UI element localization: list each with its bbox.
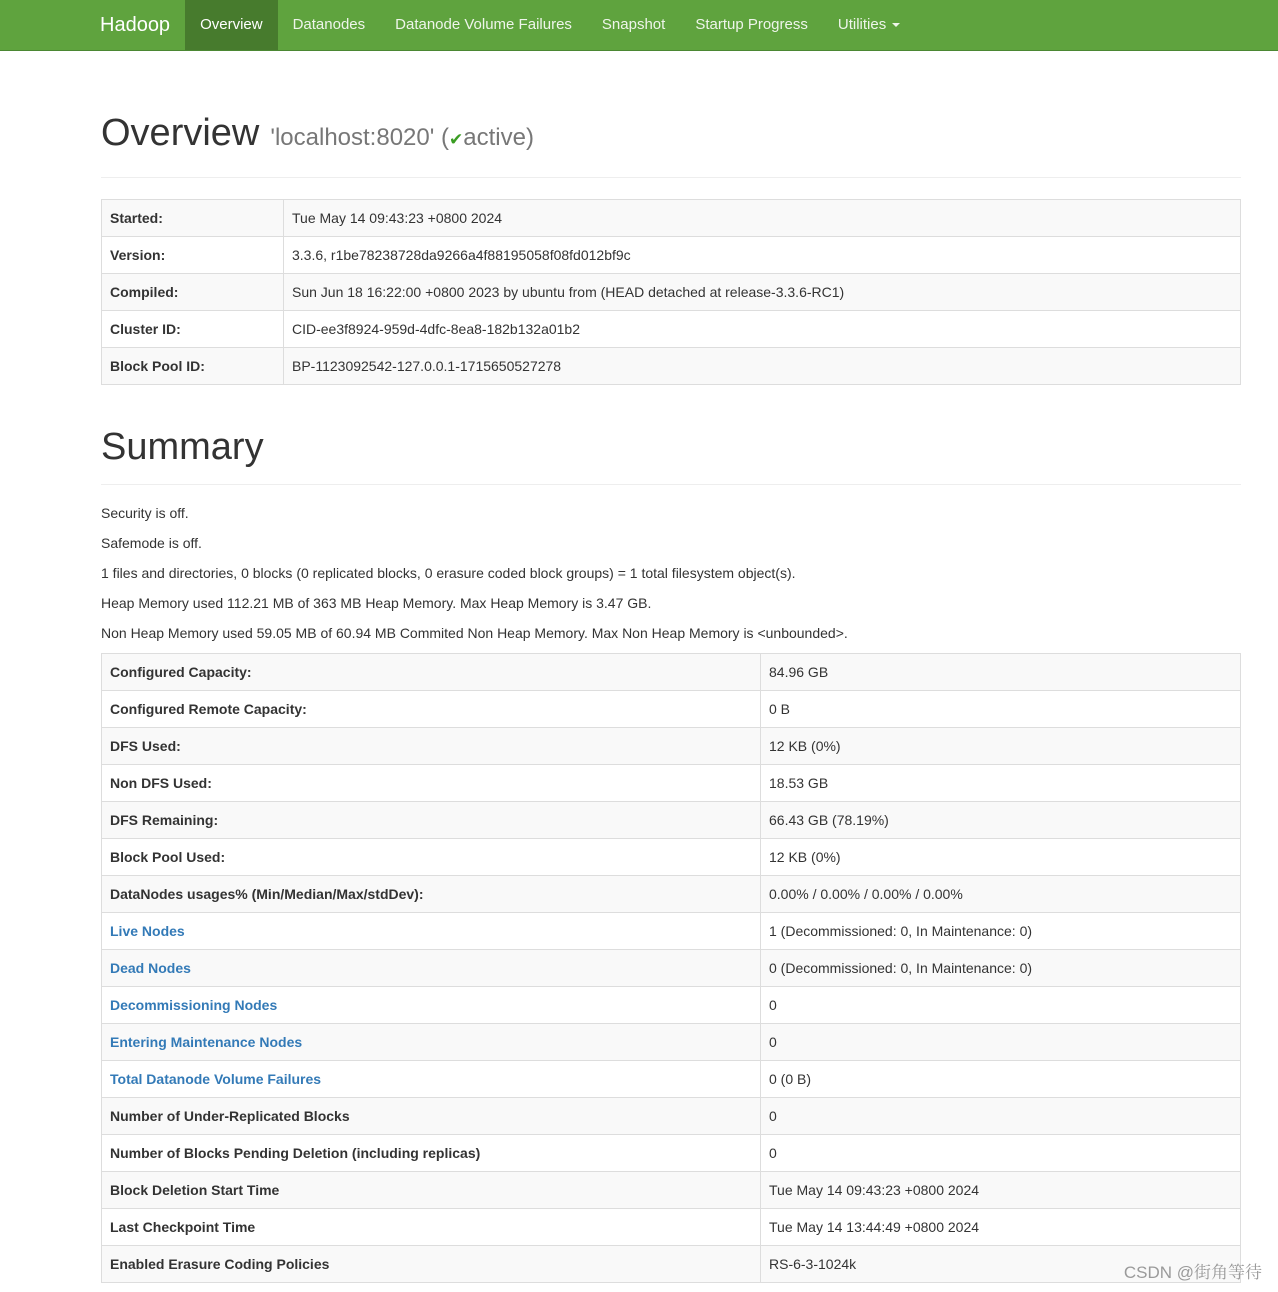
- row-label: Block Pool Used:: [102, 839, 761, 876]
- row-value: 12 KB (0%): [761, 728, 1241, 765]
- row-value: 0: [761, 1024, 1241, 1061]
- live-nodes-link[interactable]: Live Nodes: [110, 923, 185, 939]
- watermark: CSDN @街角等待: [1123, 1263, 1262, 1282]
- caret-down-icon: [892, 23, 900, 27]
- table-row: [102, 728, 1241, 765]
- table-row: [102, 765, 1241, 802]
- nav-tab-snapshot[interactable]: Snapshot: [601, 16, 666, 33]
- nav-dropdown-utilities[interactable]: [823, 0, 915, 50]
- row-label: DataNodes usages% (Min/Median/Max/stdDev):: [102, 876, 761, 913]
- summary-header: [101, 426, 1241, 485]
- row-value: 0: [761, 1135, 1241, 1172]
- table-row: [102, 654, 1241, 691]
- table-row: [102, 691, 1241, 728]
- top-navbar: [0, 0, 1278, 51]
- table-row: [102, 802, 1241, 839]
- nav-menu: [85, 0, 915, 50]
- row-value: 84.96 GB: [761, 654, 1241, 691]
- row-value: Tue May 14 09:43:23 +0800 2024: [284, 200, 1241, 237]
- table-row: [102, 1246, 1241, 1283]
- table-row: [102, 876, 1241, 913]
- row-value: 0 (0 B): [761, 1061, 1241, 1098]
- nav-tab-datanode-volume-failures[interactable]: Datanode Volume Failures: [395, 16, 572, 33]
- check-icon: [449, 130, 463, 150]
- decommissioning-nodes-link[interactable]: Decommissioning Nodes: [110, 997, 278, 1013]
- row-label: [102, 913, 761, 950]
- row-value: 3.3.6, r1be78238728da9266a4f88195058f08fd012bf9c: [284, 237, 1241, 274]
- row-label: Number of Blocks Pending Deletion (including replicas): [102, 1135, 761, 1172]
- row-value: BP-1123092542-127.0.0.1-1715650527278: [284, 348, 1241, 385]
- dead-nodes-link[interactable]: Dead Nodes: [110, 960, 191, 976]
- row-label: Started:: [102, 200, 284, 237]
- namenode-host: 'localhost:8020': [270, 124, 435, 151]
- row-label: [102, 950, 761, 987]
- security-status: Security is off.: [101, 505, 189, 521]
- nav-tab-datanodes[interactable]: Datanodes: [292, 16, 366, 33]
- volume-failures-link[interactable]: Total Datanode Volume Failures: [110, 1071, 322, 1087]
- table-row: [102, 987, 1241, 1024]
- row-label: Last Checkpoint Time: [102, 1209, 761, 1246]
- safemode-status: Safemode is off.: [101, 535, 202, 551]
- main-content: [101, 51, 1241, 1283]
- row-value: 0.00% / 0.00% / 0.00% / 0.00%: [761, 876, 1241, 913]
- table-row: [102, 1024, 1241, 1061]
- namenode-status: [270, 124, 534, 151]
- nav-tab-startup-progress[interactable]: Startup Progress: [695, 16, 808, 33]
- brand-link[interactable]: Hadoop: [100, 14, 171, 36]
- row-label: Enabled Erasure Coding Policies: [102, 1246, 761, 1283]
- heap-memory: Heap Memory used 112.21 MB of 363 MB Heap Memory. Max Heap Memory is 3.47 GB.: [101, 595, 652, 611]
- row-value: 1 (Decommissioned: 0, In Maintenance: 0): [761, 913, 1241, 950]
- row-value: Tue May 14 13:44:49 +0800 2024: [761, 1209, 1241, 1246]
- table-row: [102, 348, 1241, 385]
- row-value: 66.43 GB (78.19%): [761, 802, 1241, 839]
- summary-title: Summary: [101, 426, 264, 468]
- nav-tab-overview[interactable]: Overview: [185, 0, 278, 50]
- row-label: Cluster ID:: [102, 311, 284, 348]
- table-row: [102, 1061, 1241, 1098]
- table-row: [102, 274, 1241, 311]
- row-label: Configured Remote Capacity:: [102, 691, 761, 728]
- filesystem-objects: 1 files and directories, 0 blocks (0 replicated blocks, 0 erasure coded block groups) = 1 total filesystem object(s).: [101, 565, 796, 581]
- row-label: Configured Capacity:: [102, 654, 761, 691]
- table-row: [102, 311, 1241, 348]
- table-row: [102, 950, 1241, 987]
- row-value: 18.53 GB: [761, 765, 1241, 802]
- table-row: [102, 839, 1241, 876]
- overview-table: [101, 199, 1241, 385]
- status-text: active: [463, 124, 526, 151]
- row-value: Tue May 14 09:43:23 +0800 2024: [761, 1172, 1241, 1209]
- row-label: DFS Remaining:: [102, 802, 761, 839]
- row-label: [102, 1024, 761, 1061]
- row-label: Version:: [102, 237, 284, 274]
- row-label: [102, 1061, 761, 1098]
- row-value: 12 KB (0%): [761, 839, 1241, 876]
- row-label: Number of Under-Replicated Blocks: [102, 1098, 761, 1135]
- overview-header: [101, 112, 1241, 178]
- row-value: 0 (Decommissioned: 0, In Maintenance: 0): [761, 950, 1241, 987]
- summary-lines: [101, 503, 1241, 643]
- table-row: [102, 1172, 1241, 1209]
- row-label: Block Deletion Start Time: [102, 1172, 761, 1209]
- table-row: [102, 1209, 1241, 1246]
- utilities-label: Utilities: [837, 16, 887, 33]
- table-row: [102, 237, 1241, 274]
- entering-maintenance-nodes-link[interactable]: Entering Maintenance Nodes: [110, 1034, 303, 1050]
- row-value: 0 B: [761, 691, 1241, 728]
- status-close-paren: ): [525, 124, 534, 151]
- table-row: [102, 1135, 1241, 1172]
- row-value: RS-6-3-1024k: [761, 1246, 1241, 1283]
- table-row: [102, 913, 1241, 950]
- row-label: DFS Used:: [102, 728, 761, 765]
- summary-table: [101, 653, 1241, 1283]
- overview-title: Overview: [101, 112, 260, 154]
- row-label: Block Pool ID:: [102, 348, 284, 385]
- row-value: Sun Jun 18 16:22:00 +0800 2023 by ubuntu from (HEAD detached at release-3.3.6-RC1): [284, 274, 1241, 311]
- non-heap-memory: Non Heap Memory used 59.05 MB of 60.94 MB Commited Non Heap Memory. Max Non Heap Memory is <unbounded>.: [101, 625, 848, 641]
- status-open-paren: (: [441, 124, 449, 151]
- page-title: [101, 112, 1241, 161]
- row-value: CID-ee3f8924-959d-4dfc-8ea8-182b132a01b2: [284, 311, 1241, 348]
- row-label: Compiled:: [102, 274, 284, 311]
- row-label: Non DFS Used:: [102, 765, 761, 802]
- table-row: [102, 200, 1241, 237]
- row-value: 0: [761, 1098, 1241, 1135]
- row-label: [102, 987, 761, 1024]
- table-row: [102, 1098, 1241, 1135]
- row-value: 0: [761, 987, 1241, 1024]
